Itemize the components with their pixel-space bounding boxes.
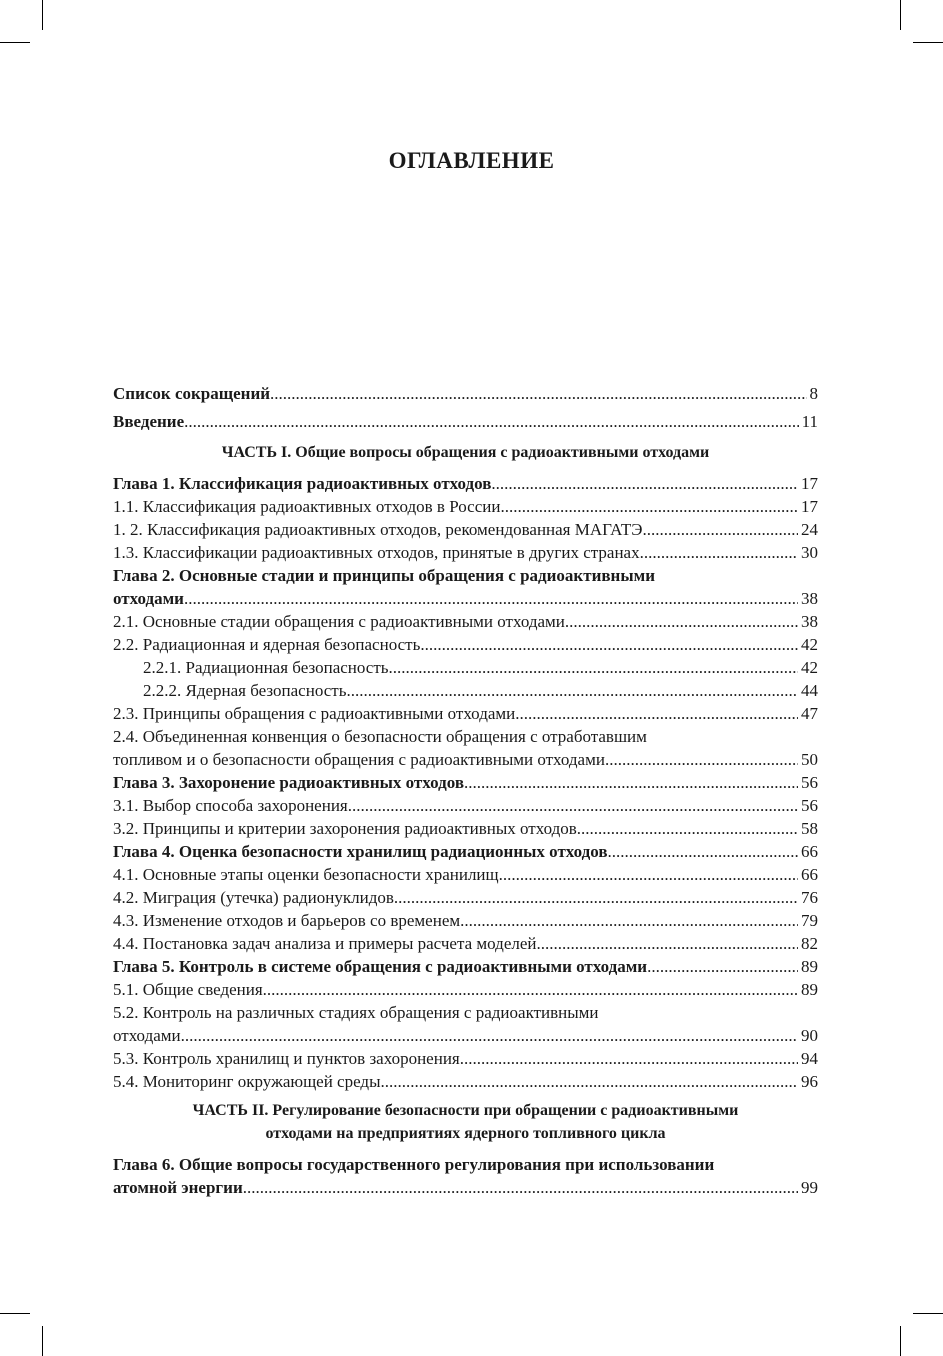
crop-mark-top-left-h — [0, 42, 30, 43]
toc-entry-4-2[interactable]: 4.2. Миграция (утечка) радионуклидов ..... 76 — [113, 886, 818, 909]
toc-entry-intro[interactable]: Введение ..... 11 — [113, 410, 818, 433]
table-of-contents — [113, 382, 818, 1199]
crop-mark-bottom-left-v — [42, 1326, 43, 1356]
toc-entry-5-1[interactable]: 5.1. Общие сведения ..... 89 — [113, 978, 818, 1001]
toc-entry-1-2[interactable]: 1. 2. Классификация радиоактивных отходов, рекомендованная МАГАТЭ ..... 24 — [113, 518, 818, 541]
toc-entry-2-2-2[interactable]: 2.2.2. Ядерная безопасность ..... 44 — [113, 679, 818, 702]
toc-entry-4-1[interactable]: 4.1. Основные этапы оценки безопасности хранилищ ..... 66 — [113, 863, 818, 886]
part-heading-2-line2: отходами на предприятиях ядерного топливного цикла — [265, 1125, 666, 1142]
crop-mark-bottom-left-h — [0, 1313, 30, 1314]
toc-entry-1-3[interactable]: 1.3. Классификации радиоактивных отходов, принятые в других странах ..... 30 — [113, 541, 818, 564]
toc-entry-ch6-line1[interactable]: Глава 6. Общие вопросы государственного регулирования при использовании — [113, 1155, 715, 1174]
toc-entry-5-4[interactable]: 5.4. Мониторинг окружающей среды ..... 96 — [113, 1070, 818, 1093]
toc-entry-ch5[interactable]: Глава 5. Контроль в системе обращения с радиоактивными отходами ..... 89 — [113, 955, 818, 978]
part-heading-1: ЧАСТЬ I. Общие вопросы обращения с радиоактивными отходами — [221, 444, 710, 461]
toc-entry-5-3[interactable]: 5.3. Контроль хранилищ и пунктов захоронения ..... 94 — [113, 1047, 818, 1070]
part-heading-2 — [113, 1099, 818, 1145]
toc-entry-3-2[interactable]: 3.2. Принципы и критерии захоронения радиоактивных отходов ..... 58 — [113, 817, 818, 840]
toc-entry-ch2[interactable]: отходами ..... 38 — [113, 587, 818, 610]
crop-mark-bottom-right-v — [900, 1326, 901, 1356]
crop-mark-top-left-v — [42, 0, 43, 30]
toc-entry-5-2[interactable]: отходами ..... 90 — [113, 1024, 818, 1047]
toc-entry-3-1[interactable]: 3.1. Выбор способа захоронения ..... 56 — [113, 794, 818, 817]
toc-entry-2-1[interactable]: 2.1. Основные стадии обращения с радиоактивными отходами ..... 38 — [113, 610, 818, 633]
toc-entry-ch3[interactable]: Глава 3. Захоронение радиоактивных отходов ..... 56 — [113, 771, 818, 794]
toc-entry-2-2-1[interactable]: 2.2.1. Радиационная безопасность ..... 42 — [113, 656, 818, 679]
toc-entry-2-4-line1[interactable]: 2.4. Объединенная конвенция о безопасности обращения с отработавшим — [113, 727, 647, 746]
toc-entry-4-4[interactable]: 4.4. Постановка задач анализа и примеры расчета моделей ..... 82 — [113, 932, 818, 955]
toc-entry-4-3[interactable]: 4.3. Изменение отходов и барьеров со временем ..... 79 — [113, 909, 818, 932]
crop-mark-top-right-h — [913, 42, 943, 43]
toc-entry-ch2-line1[interactable]: Глава 2. Основные стадии и принципы обращения с радиоактивными — [113, 566, 655, 585]
toc-entry-2-4[interactable]: топливом и о безопасности обращения с радиоактивными отходами ..... 50 — [113, 748, 818, 771]
toc-entry-1-1[interactable]: 1.1. Классификация радиоактивных отходов в России ..... 17 — [113, 495, 818, 518]
toc-entry-ch6[interactable]: атомной энергии ..... 99 — [113, 1176, 818, 1199]
toc-entry-2-3[interactable]: 2.3. Принципы обращения с радиоактивными отходами ..... 47 — [113, 702, 818, 725]
toc-entry-ch4[interactable]: Глава 4. Оценка безопасности хранилищ радиационных отходов ..... 66 — [113, 840, 818, 863]
toc-entry-2-2[interactable]: 2.2. Радиационная и ядерная безопасность ..... 42 — [113, 633, 818, 656]
crop-mark-top-right-v — [900, 0, 901, 30]
part-heading-2-line1: ЧАСТЬ II. Регулирование безопасности при обращении с радиоактивными — [192, 1102, 739, 1119]
toc-entry-5-2-line1[interactable]: 5.2. Контроль на различных стадиях обращения с радиоактивными — [113, 1003, 599, 1022]
toc-entry-abbrev[interactable]: Список сокращений ..... 8 — [113, 382, 818, 405]
toc-entry-ch1[interactable]: Глава 1. Классификация радиоактивных отходов ..... 17 — [113, 472, 818, 495]
page-title: ОГЛАВЛЕНИЕ — [388, 148, 555, 173]
crop-mark-bottom-right-h — [913, 1313, 943, 1314]
